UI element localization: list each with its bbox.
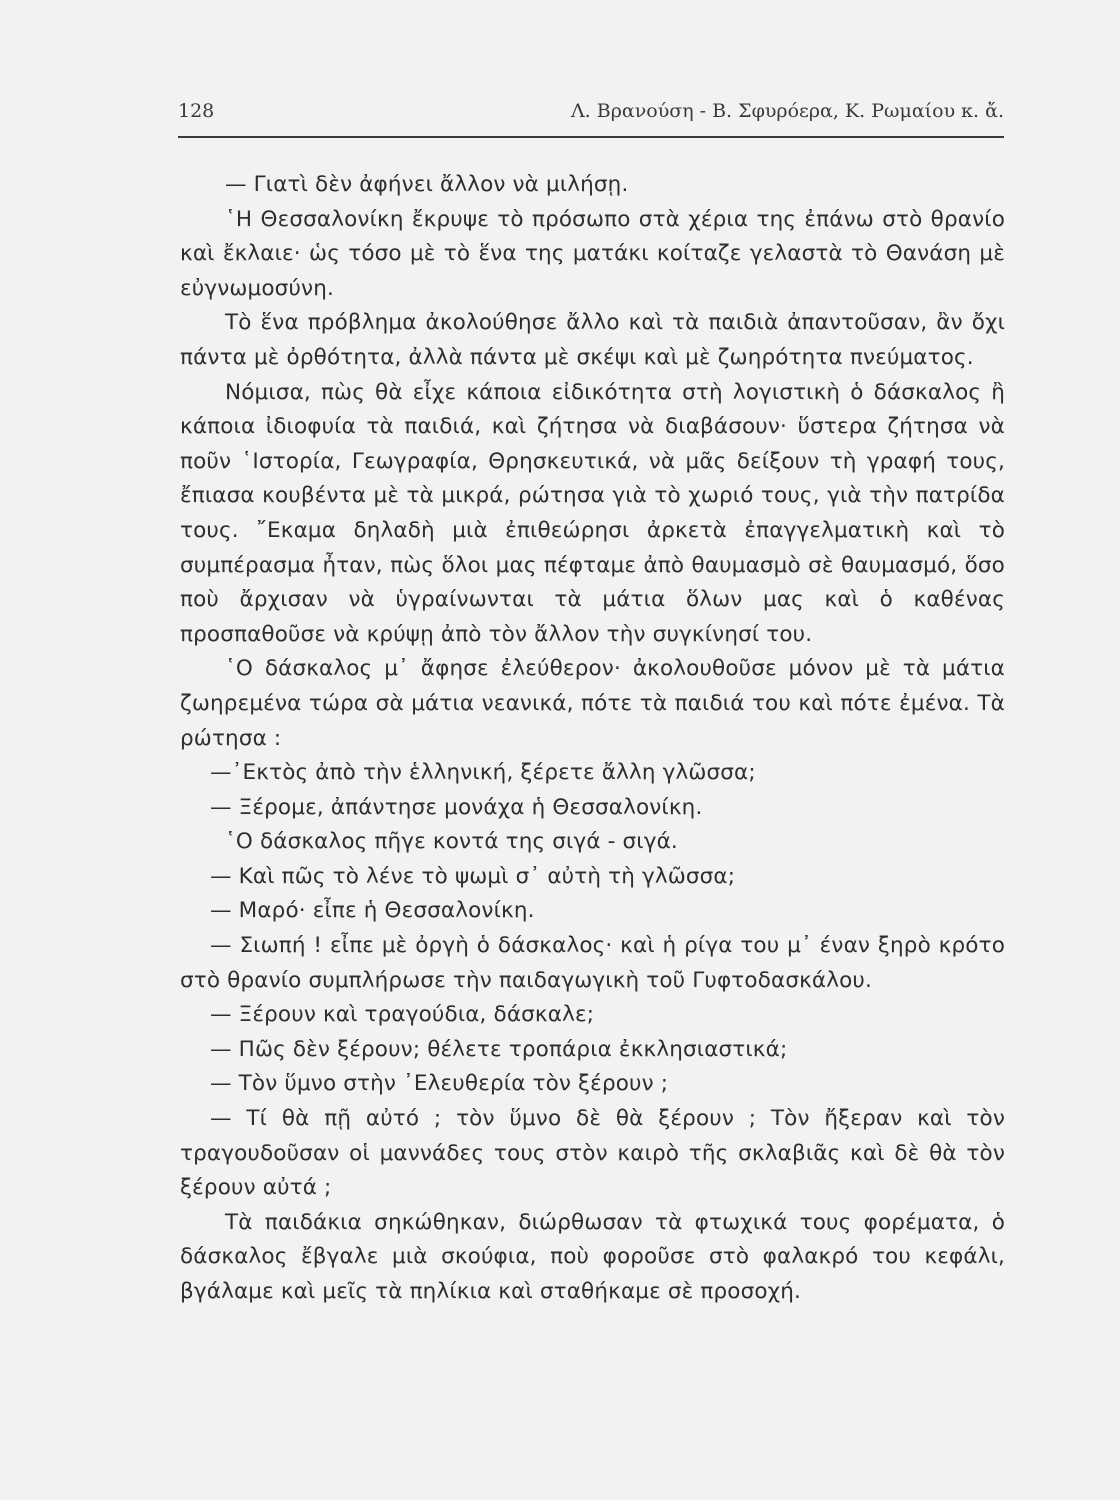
paragraph: Τὰ παιδάκια σηκώθηκαν, διώρθωσαν τὰ φτωχικά τους φορέματα, ὁ δάσκαλος ἔβγαλε μιὰ σκούφια, ποὺ φοροῦσε στὸ φαλακρό του κεφάλι, βγάλαμε καὶ μεῖς τὰ πηλίκια καὶ σταθήκαμε σὲ προσοχή. (180, 1209, 1005, 1304)
body-text (180, 168, 1005, 1310)
dialogue-line: — Ξέρουν καὶ τραγούδια, δάσκαλε; (210, 1002, 595, 1028)
page-number: 128 (178, 100, 215, 122)
paragraph: Νόμισα, πὼς θὰ εἶχε κάποια εἰδικότητα στὴ λογιστικὴ ὁ δάσκαλος ἢ κάποια ἰδιοφυία τὰ παιδιά, καὶ ζήτησα νὰ διαβάσουν· ὕστερα ζήτησα νὰ ποῦν ῾Ιστορία, Γεωγραφία, Θρησκευτικά, νὰ μᾶς δείξουν τὴ γραφή τους, ἔπιασα κουβέντα μὲ τὰ μικρά, ρώτησα γιὰ τὸ χωριό τους, γιὰ τὴν πατρίδα τους. ῎Εκαμα δηλαδὴ μιὰ ἐπιθεώρησι ἀρκετὰ ἐπαγγελματικὴ καὶ τὸ συμπέρασμα ἦταν, πὼς ὅλοι μας πέφταμε ἀπὸ θαυμασμὸ σὲ θαυμασμό, ὅσο ποὺ ἄρχισαν νὰ ὑγραίνωνται τὰ μάτια ὅλων μας καὶ ὁ καθένας προσπαθοῦσε νὰ κρύψῃ ἀπὸ τὸν ἄλλον τὴν συγκίνησί του. (180, 379, 1005, 647)
running-title: Λ. Βρανούση - Β. Σφυρόερα, Κ. Ρωμαίου κ. ἄ. (570, 100, 1004, 122)
paragraph: — Γιατὶ δὲν ἀφήνει ἄλλον νὰ μιλήσῃ. (225, 172, 629, 197)
dialogue-line: —᾽Εκτὸς ἀπὸ τὴν ἑλληνική, ξέρετε ἄλλη γλῶσσα; (210, 760, 756, 786)
paragraph: ῾Ο δάσκαλος μ᾽ ἄφησε ἐλεύθερον· ἀκολουθοῦσε μόνον μὲ τὰ μάτια ζωηρεμένα τώρα σὰ μάτια νεανικά, πότε τὰ παιδιά του καὶ πότε ἐμένα. Τὰ ρώτησα : (180, 656, 1005, 751)
paragraph: ῾Ο δάσκαλος πῆγε κοντά της σιγά - σιγά. (225, 829, 678, 855)
page-header (178, 100, 1004, 134)
dialogue-line: — Τὸν ὕμνο στὴν ᾽Ελευθερία τὸν ξέρουν ; (210, 1071, 669, 1097)
paragraph: ῾Η Θεσσαλονίκη ἔκρυψε τὸ πρόσωπο στὰ χέρια της ἐπάνω στὸ θρανίο καὶ ἔκλαιε· ὡς τόσο μὲ τὸ ἕνα της ματάκι κοίταζε γελαστὰ τὸ Θανάση μὲ εὐγνωμοσύνη. (180, 206, 1005, 301)
dialogue-line: — Πῶς δὲν ξέρουν; θέλετε τροπάρια ἐκκλησιαστικά; (210, 1036, 788, 1062)
dialogue-line: — Τί θὰ πῇ αὐτό ; τὸν ὕμνο δὲ θὰ ξέρουν ; Τὸν ἤξεραν καὶ τὸν τραγουδοῦσαν οἱ μαννάδες τους στὸν καιρὸ τῆς σκλαβιᾶς καὶ δὲ θὰ τὸν ξέρουν αὐτά ; (180, 1106, 1005, 1201)
dialogue-line: — Μαρό· εἶπε ἡ Θεσσαλονίκη. (210, 898, 535, 924)
header-divider (178, 136, 1004, 138)
paragraph: Τὸ ἕνα πρόβλημα ἀκολούθησε ἄλλο καὶ τὰ παιδιὰ ἀπαντοῦσαν, ἂν ὄχι πάντα μὲ ὀρθότητα, ἀλλὰ πάντα μὲ σκέψι καὶ μὲ ζωηρότητα πνεύματος. (180, 310, 1005, 370)
dialogue-line: — Σιωπή ! εἶπε μὲ ὀργὴ ὁ δάσκαλος· καὶ ἡ ρίγα του μ᾽ έναν ξηρὸ κρότο στὸ θρανίο συμπλήρωσε τὴν παιδαγωγικὴ τοῦ Γυφτοδασκάλου. (180, 933, 1005, 993)
dialogue-line: — Ξέρομε, ἀπάντησε μονάχα ἡ Θεσσαλονίκη. (210, 794, 703, 820)
dialogue-line: — Καὶ πῶς τὸ λένε τὸ ψωμὶ σ᾽ αὐτὴ τὴ γλῶσσα; (210, 863, 736, 889)
